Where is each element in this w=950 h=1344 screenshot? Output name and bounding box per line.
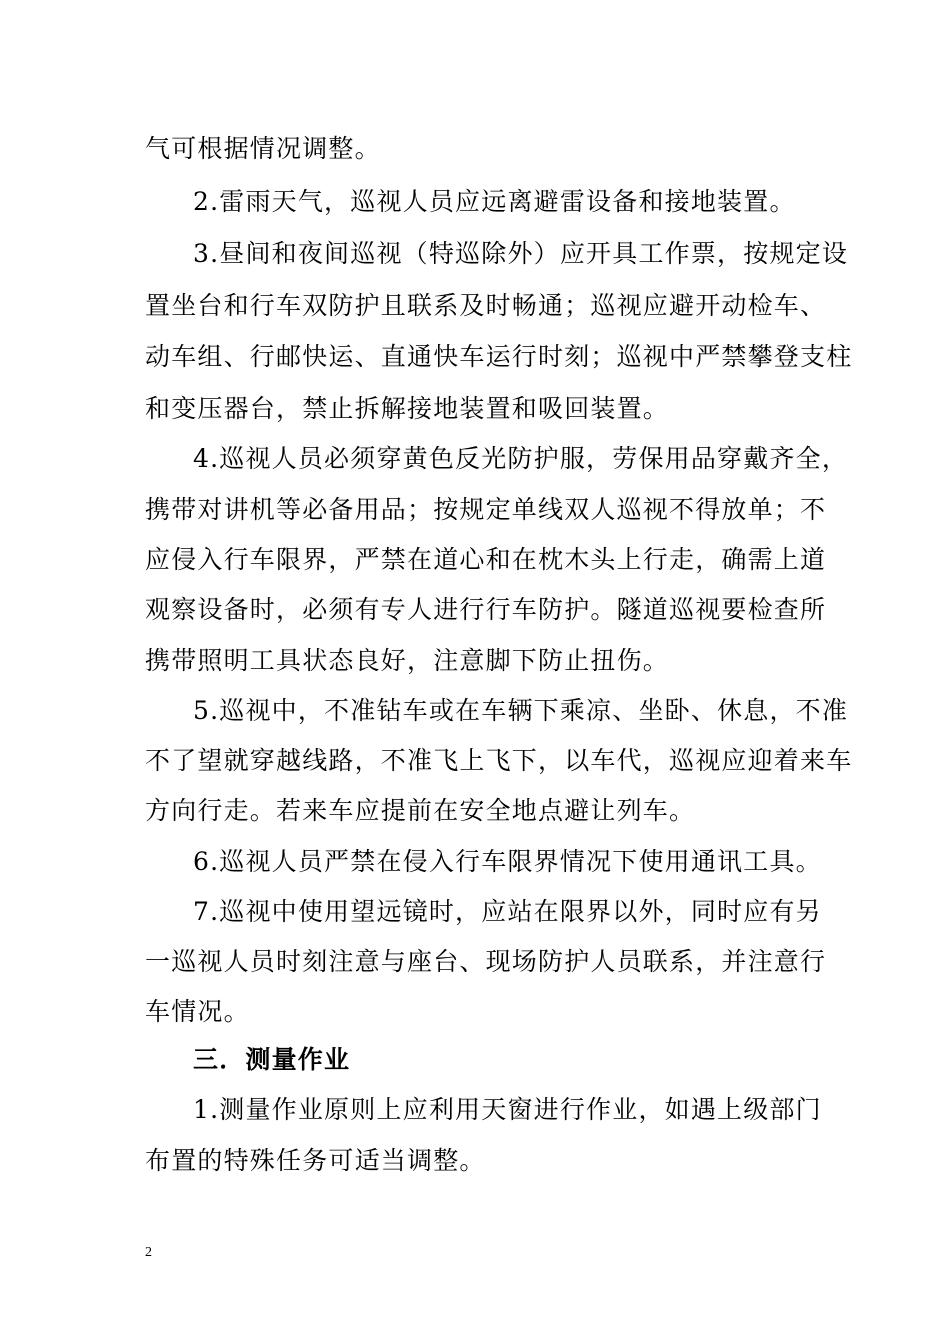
text-line: 2.雷雨天气，巡视人员应远离避雷设备和接地装置。 xyxy=(193,187,796,216)
text-line: 一巡视人员时刻注意与座台、现场防护人员联系，并注意行 xyxy=(145,947,827,976)
text-line: 和变压器台，禁止拆解接地装置和吸回装置。 xyxy=(145,394,670,423)
text-line: 动车组、行邮快运、直通快车运行时刻；巡视中严禁攀登支柱 xyxy=(145,342,853,371)
text-line: 不了望就穿越线路，不准飞上飞下，以车代，巡视应迎着来车 xyxy=(145,746,853,775)
page-number: 2 xyxy=(145,1245,152,1260)
text-line: 携带对讲机等必备用品；按规定单线双人巡视不得放单；不 xyxy=(145,495,827,524)
text-line: 7.巡视中使用望远镜时，应站在限界以外，同时应有另 xyxy=(193,897,822,926)
text-line: 方向行走。若来车应提前在安全地点避让列车。 xyxy=(145,796,696,825)
text-line: 4.巡视人员必须穿黄色反光防护服，劳保用品穿戴齐全， xyxy=(193,444,849,473)
text-line: 6.巡视人员严禁在侵入行车限界情况下使用通讯工具。 xyxy=(193,847,822,876)
text-line: 5.巡视中，不准钻车或在车辆下乘凉、坐卧、休息，不准 xyxy=(193,696,849,725)
text-line: 气可根据情况调整。 xyxy=(145,134,381,163)
section-heading: 三．测量作业 xyxy=(193,1045,351,1074)
text-line: 1.测量作业原则上应利用天窗进行作业，如遇上级部门 xyxy=(193,1095,822,1124)
text-line: 应侵入行车限界，严禁在道心和在枕木头上行走，确需上道 xyxy=(145,545,827,574)
text-line: 车情况。 xyxy=(145,997,250,1026)
text-line: 3.昼间和夜间巡视（特巡除外）应开具工作票，按规定设 xyxy=(193,239,849,268)
text-line: 观察设备时，必须有专人进行行车防护。隧道巡视要检查所 xyxy=(145,595,827,624)
text-line: 携带照明工具状态良好，注意脚下防止扭伤。 xyxy=(145,646,670,675)
text-line: 置坐台和行车双防护且联系及时畅通；巡视应避开动检车、 xyxy=(145,291,827,320)
text-line: 布置的特殊任务可适当调整。 xyxy=(145,1146,486,1175)
